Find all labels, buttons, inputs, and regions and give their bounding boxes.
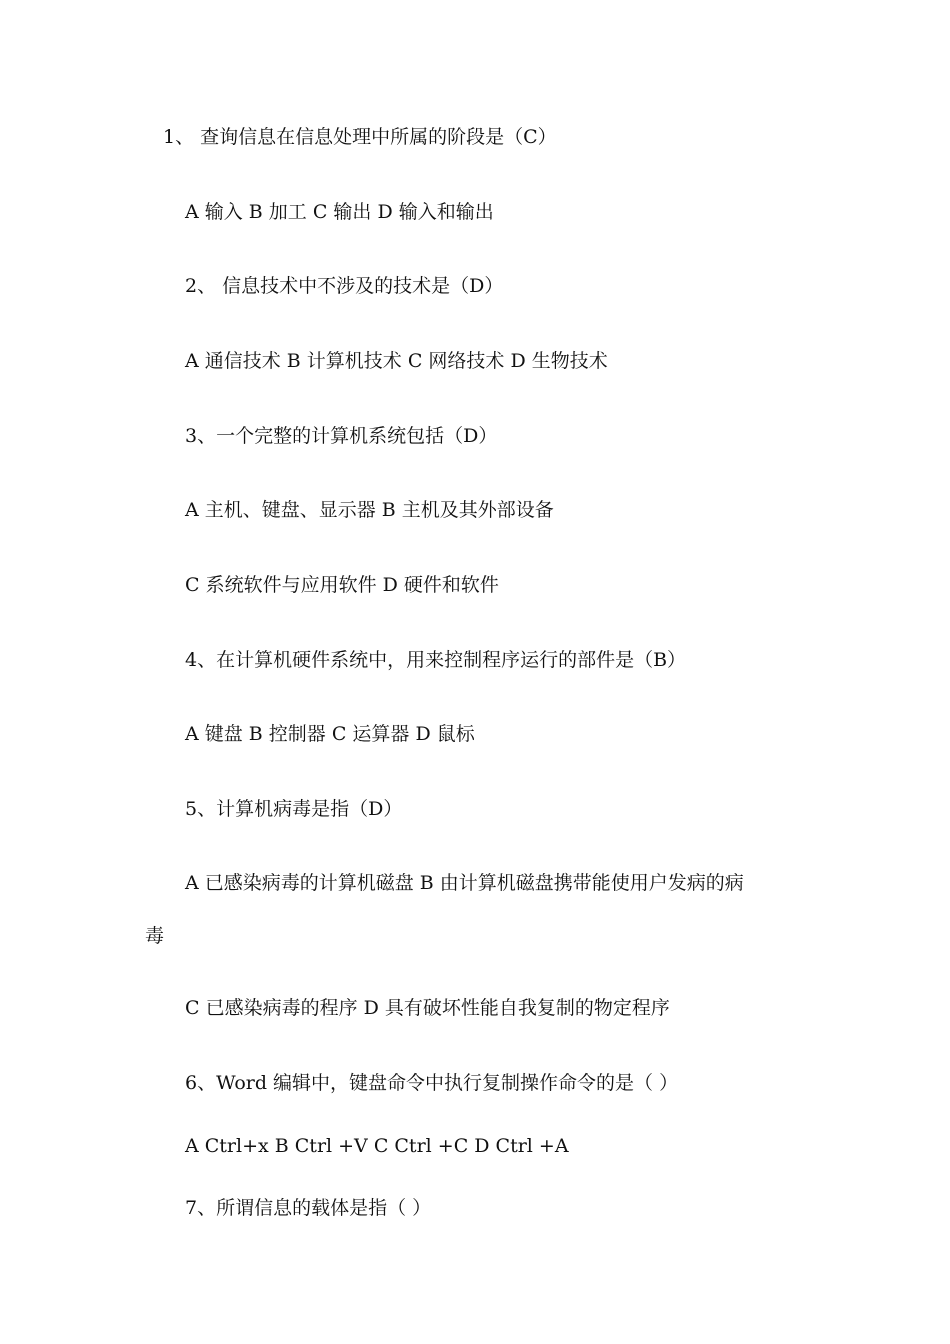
- question-5-options-ab: A 已感染病毒的计算机磁盘 B 由计算机磁盘携带能使用户发病的病: [185, 872, 744, 894]
- question-3-options-cd: C 系统软件与应用软件 D 硬件和软件: [185, 574, 499, 596]
- question-4: 4、在计算机硬件系统中，用来控制程序运行的部件是（B）: [185, 649, 687, 671]
- question-5-options-ab-wrap: 毒: [145, 925, 165, 947]
- question-5-options-cd: C 已感染病毒的程序 D 具有破坏性能自我复制的物定程序: [185, 997, 670, 1019]
- question-2: 2、 信息技术中不涉及的技术是（D）: [185, 275, 504, 297]
- question-5: 5、计算机病毒是指（D）: [185, 798, 403, 820]
- question-6: 6、Word 编辑中，键盘命令中执行复制操作命令的是（ ）: [185, 1072, 679, 1094]
- question-6-options: A Ctrl+x B Ctrl +V C Ctrl +C D Ctrl +A: [185, 1135, 569, 1157]
- question-1-options: A 输入 B 加工 C 输出 D 输入和输出: [185, 201, 494, 223]
- question-3-options-ab: A 主机、键盘、显示器 B 主机及其外部设备: [185, 499, 554, 521]
- question-7: 7、所谓信息的载体是指（ ）: [185, 1197, 432, 1219]
- question-3: 3、一个完整的计算机系统包括（D）: [185, 425, 498, 447]
- question-2-options: A 通信技术 B 计算机技术 C 网络技术 D 生物技术: [185, 350, 608, 372]
- question-1: 1、 查询信息在信息处理中所属的阶段是（C）: [163, 126, 557, 148]
- question-4-options: A 键盘 B 控制器 C 运算器 D 鼠标: [185, 723, 475, 745]
